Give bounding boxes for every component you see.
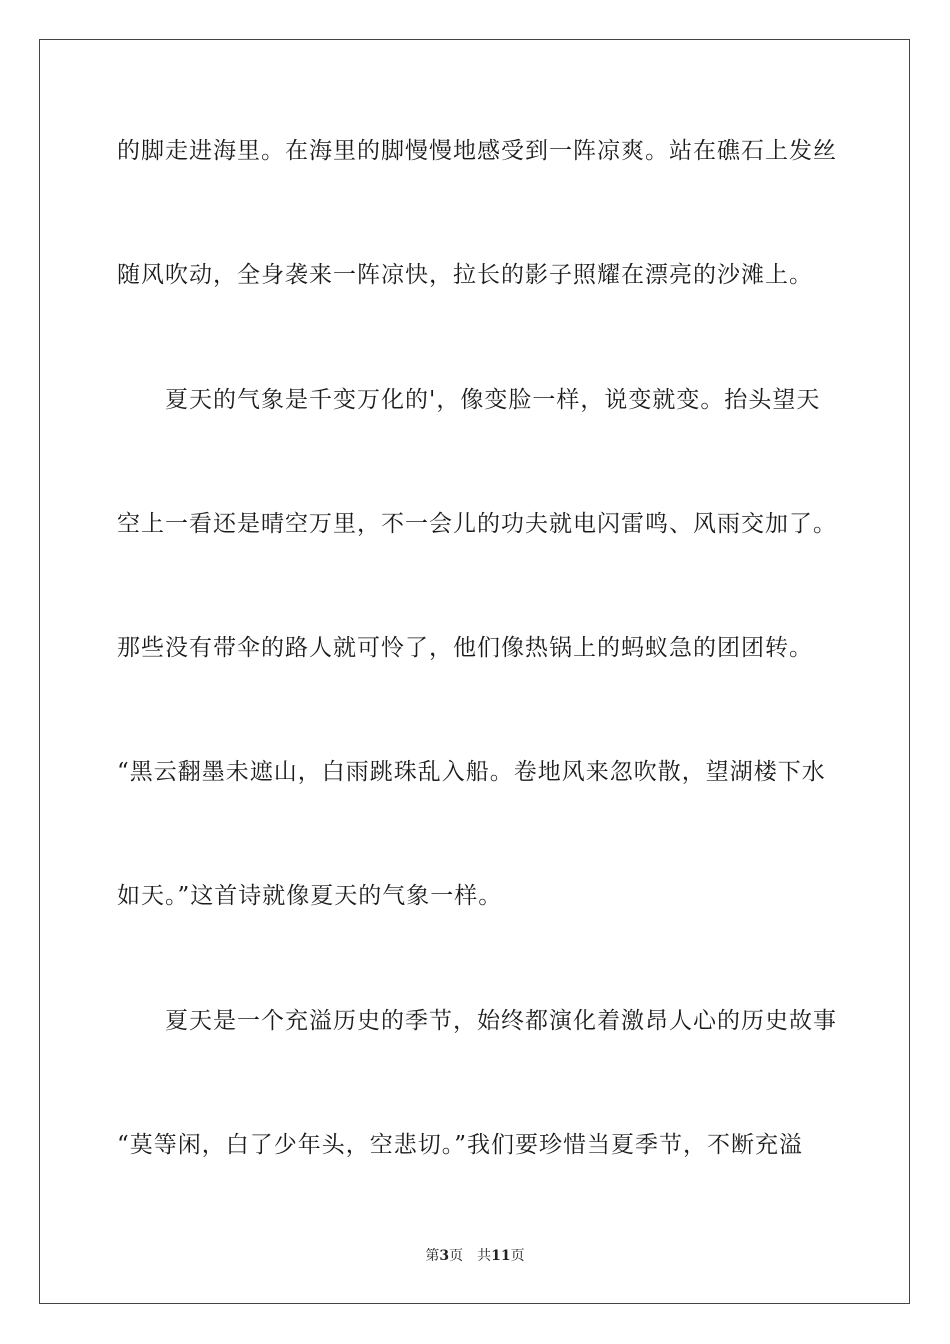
text-line-5: 那些没有带伞的路人就可怜了，他们像热锅上的蚂蚁急的团团转。: [117, 635, 813, 661]
total-prefix: 共: [477, 1248, 492, 1264]
text-line-8-paragraph-start: 夏天是一个充溢历史的季节，始终都演化着激昂人心的历史故事: [165, 1008, 837, 1034]
text-line-3-paragraph-start: 夏天的气象是千变万化的'，像变脸一样，说变就变。抬头望天: [165, 387, 821, 413]
text-line-1: 的脚走进海里。在海里的脚慢慢地感受到一阵凉爽。站在礁石上发丝: [117, 138, 837, 164]
total-pages: 11: [491, 1248, 511, 1264]
total-suffix: 页: [510, 1248, 525, 1264]
text-line-7: 如天。”这首诗就像夏天的气象一样。: [117, 883, 503, 909]
page-number: 3: [439, 1248, 450, 1264]
page-footer: [0, 1246, 950, 1266]
page-suffix: 页: [449, 1248, 464, 1264]
text-line-6: “黑云翻墨未遮山，白雨跳珠乱入船。卷地风来忽吹散，望湖楼下水: [117, 759, 826, 785]
text-line-2: 随风吹动，全身袭来一阵凉快，拉长的影子照耀在漂亮的沙滩上。: [117, 262, 813, 288]
text-line-4: 空上一看还是晴空万里，不一会儿的功夫就电闪雷鸣、风雨交加了。: [117, 511, 837, 537]
page-prefix: 第: [425, 1248, 440, 1264]
text-line-9: “莫等闲，白了少年头，空悲切。”我们要珍惜当夏季节，不断充溢: [117, 1132, 804, 1158]
page-border: [39, 39, 910, 1304]
